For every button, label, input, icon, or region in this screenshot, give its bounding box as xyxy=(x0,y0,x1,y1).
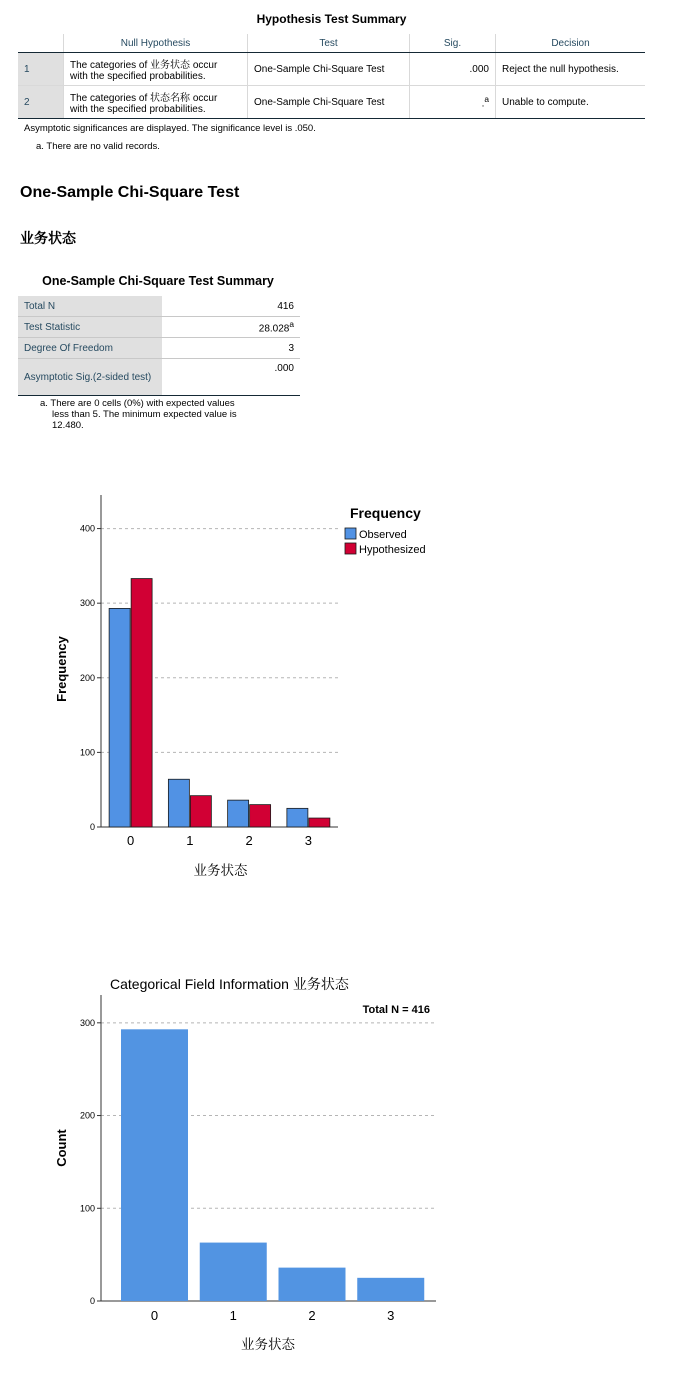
null-hypothesis-cell xyxy=(64,53,248,86)
test-cell: One-Sample Chi-Square Test xyxy=(248,86,410,119)
cell-line: with the specified probabilities. xyxy=(70,104,206,115)
table-row xyxy=(18,359,300,396)
hypothesis-table-title: Hypothesis Test Summary xyxy=(256,12,407,26)
legend-swatch xyxy=(345,543,356,554)
cell-line: with the specified probabilities. xyxy=(70,71,206,82)
table-row xyxy=(18,296,300,317)
y-tick-label: 0 xyxy=(89,822,95,832)
column-header: Sig. xyxy=(410,34,496,53)
cell-line: The categories of 业务状态 occur xyxy=(70,60,218,71)
x-tick-label: 3 xyxy=(387,1308,395,1323)
test-cell: One-Sample Chi-Square Test xyxy=(248,53,410,86)
y-tick-label: 400 xyxy=(79,523,95,534)
row-label: Degree Of Freedom xyxy=(18,338,162,359)
row-value: 3 xyxy=(162,338,300,359)
footnote-line: a. There are 0 cells (0%) with expected values xyxy=(40,398,235,409)
bar-hypothesized xyxy=(190,796,211,827)
sig-cell xyxy=(410,86,496,119)
column-header: Test xyxy=(248,34,410,53)
legend-label: Hypothesized xyxy=(359,544,426,556)
corner-header xyxy=(18,34,64,53)
bar-hypothesized xyxy=(250,805,271,827)
y-axis-label: Frequency xyxy=(54,636,69,702)
table-row xyxy=(18,338,300,359)
x-tick-label: 0 xyxy=(127,833,135,848)
frequency-chart xyxy=(0,480,460,890)
row-label: Total N xyxy=(18,296,162,317)
footnote-marker: a xyxy=(484,94,489,105)
summary-footnote xyxy=(40,398,237,431)
decision-cell: Reject the null hypothesis. xyxy=(496,53,646,86)
table-row xyxy=(18,53,645,86)
footnote-line: less than 5. The minimum expected value is xyxy=(52,409,237,420)
x-tick-label: 0 xyxy=(150,1308,159,1323)
row-index: 1 xyxy=(18,53,64,86)
legend-swatch xyxy=(345,528,356,539)
y-tick-label: 100 xyxy=(79,747,95,758)
table-row xyxy=(18,317,300,338)
legend-label: Observed xyxy=(359,529,407,541)
sig-cell: .000 xyxy=(410,53,496,86)
y-tick-label: 200 xyxy=(79,672,95,683)
y-tick-label: 0 xyxy=(89,1296,95,1306)
table-row xyxy=(18,86,645,119)
y-tick-label: 300 xyxy=(79,1017,95,1028)
y-axis-label: Count xyxy=(54,1129,69,1167)
row-index: 2 xyxy=(18,86,64,119)
y-tick-label: 100 xyxy=(79,1203,95,1214)
footnote-marker: a xyxy=(289,319,294,330)
legend-title: Frequency xyxy=(350,505,421,521)
x-axis-label: 业务状态 xyxy=(193,863,248,878)
chart-title: Categorical Field Information 业务状态 xyxy=(110,976,349,992)
row-value: .000 xyxy=(162,359,300,396)
x-axis-label: 业务状态 xyxy=(241,1337,295,1352)
bar-count xyxy=(279,1268,346,1301)
y-tick-label: 300 xyxy=(79,598,95,609)
x-tick-label: 1 xyxy=(229,1308,237,1323)
cell-line: The categories of 状态名称 occur xyxy=(70,93,218,104)
bar-count xyxy=(200,1243,267,1301)
summary-table xyxy=(18,296,300,396)
column-header: Null Hypothesis xyxy=(64,34,248,53)
bar-hypothesized xyxy=(131,579,152,827)
x-tick-label: 1 xyxy=(186,833,194,848)
summary-table-title: One-Sample Chi-Square Test Summary xyxy=(42,274,274,288)
column-header: Decision xyxy=(496,34,646,53)
significance-note: Asymptotic significances are displayed. The significance level is .050. xyxy=(24,123,316,134)
bar-observed xyxy=(287,808,308,827)
statistic-value: 28.028 xyxy=(258,323,290,335)
bar-count xyxy=(357,1278,424,1301)
footnote-line: 12.480. xyxy=(52,420,84,431)
row-label: Test Statistic xyxy=(18,317,162,338)
hypothesis-table xyxy=(18,34,645,119)
total-n-annotation: Total N = 416 xyxy=(362,1004,430,1016)
row-label: Asymptotic Sig.(2-sided test) xyxy=(18,359,162,396)
count-chart xyxy=(0,965,460,1365)
section-title: One-Sample Chi-Square Test xyxy=(20,184,240,201)
bar-count xyxy=(121,1029,188,1301)
bar-observed xyxy=(168,779,189,827)
null-hypothesis-cell xyxy=(64,86,248,119)
row-value: 416 xyxy=(162,296,300,317)
bar-hypothesized xyxy=(309,818,330,827)
table-header-row xyxy=(18,34,645,53)
x-tick-label: 2 xyxy=(245,833,253,848)
variable-heading: 业务状态 xyxy=(20,231,76,247)
x-tick-label: 3 xyxy=(304,833,312,848)
footnote: a. There are no valid records. xyxy=(36,141,160,152)
y-tick-label: 200 xyxy=(79,1110,95,1121)
sig-value: . xyxy=(481,98,485,110)
decision-cell: Unable to compute. xyxy=(496,86,646,119)
row-value xyxy=(162,317,300,338)
x-tick-label: 2 xyxy=(308,1308,316,1323)
bar-observed xyxy=(228,800,249,827)
bar-observed xyxy=(109,608,130,827)
